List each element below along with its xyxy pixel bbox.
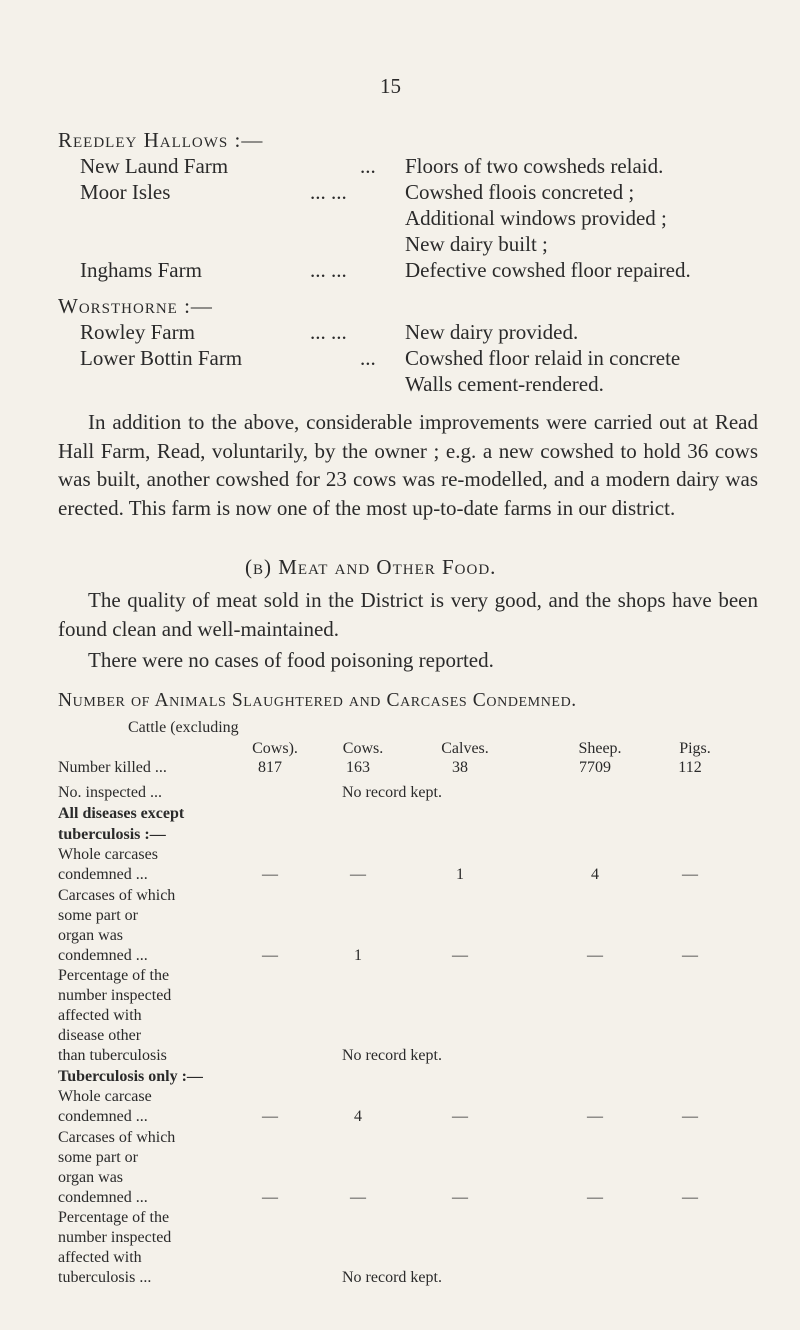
table-cell: —	[587, 947, 603, 964]
farm-name: New Laund Farm	[80, 154, 229, 178]
leader-dots: ... ...	[310, 320, 347, 344]
page-number: 15	[380, 74, 401, 98]
row-label: No. inspected ...	[58, 784, 162, 801]
section-heading-tuberculosis: Tuberculosis only :—	[58, 1068, 203, 1085]
row-label: number inspected	[58, 1229, 172, 1246]
leader-dots: ...	[360, 154, 376, 178]
row-label: Whole carcase	[58, 1088, 152, 1105]
row-label: some part or	[58, 1149, 138, 1166]
table-cell: —	[452, 1189, 468, 1206]
meat-heading: (b) Meat and Other Food.	[245, 555, 497, 579]
row-label: Percentage of the	[58, 1209, 170, 1226]
row-label: condemned ...	[58, 1189, 148, 1206]
improvement-text: Cowshed floois concreted ;	[405, 180, 635, 204]
row-label: affected with	[58, 1007, 142, 1024]
no-record-note: No record kept.	[342, 1047, 442, 1064]
improvement-text: Additional windows provided ;	[405, 206, 667, 230]
row-label: Carcases of which	[58, 1129, 176, 1146]
row-label: condemned ...	[58, 866, 148, 883]
paragraph-read-hall: In addition to the above, considerable improvements were carried out at Read Hall Farm, Read, voluntarily, by the owner ; e.g. a new cowshed to hold 36 cows was built, another cowshed for 23 cows was re-modelled, and a modern dairy was erected. This farm is now one of the most up-to-date farms in our district.	[58, 410, 758, 520]
row-label: Number killed ...	[58, 759, 167, 776]
row-label: organ was	[58, 927, 124, 944]
worsthorne-heading: Worsthorne :—	[58, 294, 213, 318]
table-cell: —	[682, 1108, 698, 1125]
table-cell: 1	[354, 947, 362, 964]
farm-name: Lower Bottin Farm	[80, 346, 243, 370]
table-cell: —	[262, 866, 278, 883]
improvement-text: New dairy provided.	[405, 320, 579, 344]
table-cell: —	[682, 866, 698, 883]
column-header-cattle: Cows).	[252, 740, 298, 757]
table-cell: —	[587, 1108, 603, 1125]
paragraph-food-poisoning: There were no cases of food poisoning reported.	[88, 648, 494, 672]
table-cell: 7709	[579, 759, 611, 776]
improvement-text: Cowshed floor relaid in concrete	[405, 346, 681, 370]
table-title: Number of Animals Slaughtered and Carcases Condemned.	[58, 690, 577, 711]
table-cell: —	[682, 1189, 698, 1206]
row-label: tuberculosis ...	[58, 1269, 152, 1286]
column-header-pigs: Pigs.	[679, 740, 711, 757]
farm-name: Inghams Farm	[80, 258, 202, 282]
table-cell: 112	[678, 759, 702, 776]
table-cell: 1	[456, 866, 464, 883]
paragraph-meat-quality: The quality of meat sold in the District is very good, and the shops have been found clean and well-maintained.	[58, 588, 758, 641]
row-label: Percentage of the	[58, 967, 170, 984]
table-cell: —	[262, 1189, 278, 1206]
table-cell: 4	[591, 866, 599, 883]
improvement-text: Defective cowshed floor repaired.	[405, 258, 691, 282]
row-label: condemned ...	[58, 1108, 148, 1125]
column-header-cattle: Cattle (excluding	[128, 719, 239, 736]
no-record-note: No record kept.	[342, 1269, 442, 1286]
table-cell: —	[452, 1108, 468, 1125]
column-header-calves: Calves.	[441, 740, 489, 757]
row-label: than tuberculosis	[58, 1047, 167, 1064]
table-cell: —	[452, 947, 468, 964]
table-cell: —	[262, 1108, 278, 1125]
row-label: some part or	[58, 907, 138, 924]
leader-dots: ... ...	[310, 180, 347, 204]
leader-dots: ... ...	[310, 258, 347, 282]
section-heading-all-diseases: All diseases except tuberculosis :—	[58, 805, 185, 843]
table-cell: 38	[452, 759, 468, 776]
table-cell: 4	[354, 1108, 362, 1125]
table-cell: 163	[346, 759, 370, 776]
row-label: disease other	[58, 1027, 142, 1044]
no-record-note: No record kept.	[342, 784, 442, 801]
table-cell: —	[350, 866, 366, 883]
improvement-text: Walls cement-rendered.	[405, 372, 604, 396]
table-cell: —	[682, 947, 698, 964]
farm-name: Moor Isles	[80, 180, 171, 204]
table-cell: —	[587, 1189, 603, 1206]
table-cell: 817	[258, 759, 282, 776]
table-cell: —	[262, 947, 278, 964]
leader-dots: ...	[360, 346, 376, 370]
row-label: organ was	[58, 1169, 124, 1186]
reedley-heading: Reedley Hallows :—	[58, 128, 264, 152]
row-label: Carcases of which	[58, 887, 176, 904]
table-cell: —	[350, 1189, 366, 1206]
farm-name: Rowley Farm	[80, 320, 195, 344]
column-header-sheep: Sheep.	[578, 740, 622, 757]
improvement-text: Floors of two cowsheds relaid.	[405, 154, 664, 178]
row-label: Whole carcases	[58, 846, 158, 863]
row-label: condemned ...	[58, 947, 148, 964]
improvement-text: New dairy built ;	[405, 232, 548, 256]
row-label: number inspected	[58, 987, 172, 1004]
row-label: affected with	[58, 1249, 142, 1266]
column-header-cows: Cows.	[342, 740, 384, 757]
